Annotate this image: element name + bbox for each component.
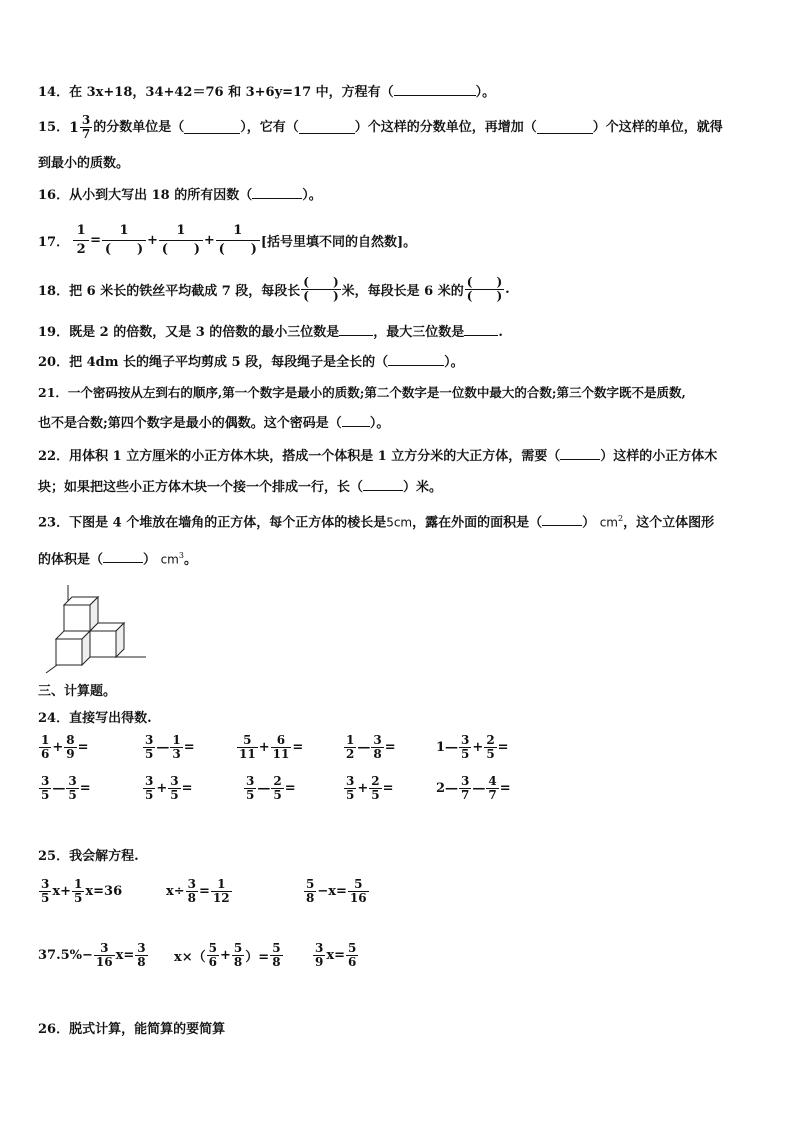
numerator: 6 <box>276 733 286 747</box>
answer-blank[interactable] <box>560 447 600 460</box>
fraction <box>459 734 471 761</box>
fraction <box>211 878 232 905</box>
fraction-blank[interactable] <box>301 276 340 303</box>
operator: = <box>292 740 304 755</box>
question-16 <box>38 186 322 205</box>
fraction <box>369 775 381 802</box>
question-18-text-1: 18．把 6 米长的铁丝平均截成 7 段，每段长 <box>38 284 301 299</box>
operator: = <box>497 740 509 755</box>
fraction <box>459 775 471 802</box>
operator: x= <box>115 948 135 963</box>
operator: x+ <box>52 884 72 899</box>
operator: = <box>181 781 193 796</box>
operator: = <box>284 781 296 796</box>
numerator: 2 <box>371 774 380 788</box>
denominator-blank[interactable]: ( ) <box>216 240 260 259</box>
answer-blank[interactable] <box>339 323 373 336</box>
equals-sign: = <box>90 233 101 248</box>
fraction <box>348 878 369 905</box>
numerator-blank[interactable]: ( ) <box>466 275 503 289</box>
answer-blank[interactable] <box>184 121 240 134</box>
expression <box>243 775 296 802</box>
numerator: 3 <box>145 774 154 788</box>
numerator: 1 <box>346 733 355 747</box>
question-25-title: 25．我会解方程. <box>38 849 139 864</box>
numerator: 3 <box>81 113 91 127</box>
denominator: 9 <box>66 747 75 761</box>
denominator: 11 <box>272 747 290 761</box>
question-20 <box>38 353 464 372</box>
fraction-blank[interactable] <box>159 222 203 259</box>
question-18-end: . <box>505 282 510 297</box>
fraction <box>232 942 244 969</box>
denominator: 6 <box>348 955 357 969</box>
numerator: 3 <box>461 733 470 747</box>
fraction <box>186 878 198 905</box>
numerator-blank[interactable]: ( ) <box>303 275 339 289</box>
fraction <box>244 775 256 802</box>
operator: + <box>472 740 484 755</box>
stacked-cubes-figure <box>38 575 148 675</box>
fraction <box>64 734 76 761</box>
operator: x÷ <box>166 884 185 899</box>
question-23-line-1 <box>38 510 714 532</box>
denominator-blank[interactable]: ( ) <box>466 289 503 303</box>
question-17-end: [括号里填不同的自然数]。 <box>260 235 417 250</box>
question-26-title: 26．脱式计算，能简算的要简算 <box>38 1022 226 1037</box>
denominator: 6 <box>208 955 218 969</box>
question-17 <box>38 222 416 259</box>
question-21-end: ）。 <box>369 416 390 431</box>
fraction <box>72 878 84 905</box>
question-19-end: . <box>498 325 503 340</box>
answer-blank[interactable] <box>342 414 370 427</box>
answer-blank[interactable] <box>299 121 355 134</box>
denominator: 5 <box>273 788 282 802</box>
fraction <box>170 734 182 761</box>
denominator: 5 <box>145 747 154 761</box>
fraction <box>80 114 92 141</box>
operator: = <box>77 740 89 755</box>
denominator-blank[interactable]: ( ) <box>159 240 203 259</box>
numerator: 1 <box>172 733 181 747</box>
numerator: 3 <box>187 877 197 891</box>
question-21-line-2 <box>38 414 389 433</box>
numerator: 1 <box>74 877 83 891</box>
fraction <box>346 942 358 969</box>
question-15-text-2: ），它有（ <box>240 119 299 135</box>
denominator: 5 <box>246 788 255 802</box>
answer-blank[interactable] <box>394 83 476 96</box>
numerator: 5 <box>243 733 252 747</box>
expression <box>436 775 511 802</box>
numerator: 5 <box>208 941 218 955</box>
numerator: 3 <box>461 774 470 788</box>
fraction <box>344 775 356 802</box>
fraction <box>371 734 383 761</box>
fraction <box>486 775 498 802</box>
denominator-blank[interactable]: ( ) <box>303 289 339 303</box>
numerator: 1 <box>233 223 243 238</box>
numerator: 5 <box>233 941 243 955</box>
fraction <box>271 734 292 761</box>
numerator: 3 <box>246 774 255 788</box>
expression <box>166 878 233 905</box>
question-20-text: 20．把 4dm 长的绳子平均剪成 5 段，每段绳子是全长的（ <box>38 355 389 370</box>
expression <box>142 734 195 761</box>
operator: x= <box>326 948 346 963</box>
fraction <box>39 775 51 802</box>
paren-close: ） <box>582 515 596 531</box>
numerator: 3 <box>373 733 382 747</box>
denominator-blank[interactable]: ( ) <box>102 240 146 259</box>
fraction <box>143 775 155 802</box>
operator: — <box>52 781 66 796</box>
denominator: 5 <box>170 788 179 802</box>
expression <box>38 878 122 905</box>
denominator: 8 <box>306 891 315 905</box>
operator: 37.5%− <box>38 948 93 963</box>
fraction <box>168 775 180 802</box>
numerator: 1 <box>41 733 50 747</box>
answer-blank[interactable] <box>363 478 403 491</box>
numerator: 8 <box>66 733 75 747</box>
operator: = <box>199 884 210 899</box>
question-number: 15． <box>38 119 70 135</box>
fraction <box>143 734 155 761</box>
operator: x=36 <box>85 884 123 899</box>
denominator: 5 <box>74 891 83 905</box>
denominator: 16 <box>95 955 113 969</box>
operator: — <box>156 740 170 755</box>
numerator: 3 <box>346 774 355 788</box>
numerator: 2 <box>486 733 495 747</box>
denominator: 5 <box>145 788 154 802</box>
fraction <box>484 734 496 761</box>
denominator: 7 <box>461 788 470 802</box>
expression <box>38 734 89 761</box>
operator: — <box>257 781 271 796</box>
operator: = <box>499 781 511 796</box>
operator: + <box>258 740 270 755</box>
denominator: 11 <box>239 747 256 761</box>
question-15 <box>38 114 723 141</box>
denominator: 5 <box>346 788 355 802</box>
question-15-text-1: 的分数单位是（ <box>93 119 185 135</box>
question-21-line-1: 21．一个密码按从左到右的顺序,第一个数字是最小的质数;第二个数字是一位数中最大的合数;第三个数字既不是质数, <box>38 385 686 400</box>
question-23-text-2: ，露在外面的面积是（ <box>412 515 543 531</box>
fraction <box>73 222 89 259</box>
fraction <box>94 942 115 969</box>
operator: = <box>384 740 396 755</box>
operator: −x= <box>317 884 347 899</box>
expression <box>343 734 396 761</box>
operator: 1— <box>436 740 459 755</box>
denominator: 6 <box>41 747 50 761</box>
denominator: 8 <box>373 747 382 761</box>
numerator: 3 <box>145 733 154 747</box>
expression <box>174 942 284 969</box>
answer-blank[interactable] <box>103 550 143 563</box>
fraction-blank[interactable] <box>465 276 504 303</box>
denominator: 3 <box>172 747 181 761</box>
superscript: 3 <box>178 551 184 560</box>
denominator: 8 <box>272 955 281 969</box>
question-22-text-1: 22．用体积 1 立方厘米的小正方体木块，搭成一个体积是 1 立方分米的大正方体，需要（ <box>38 449 561 464</box>
question-16-text: 16．从小到大写出 18 的所有因数（ <box>38 188 253 203</box>
unit-cm: cm <box>160 552 179 567</box>
section-heading: 三、计算题。 <box>38 684 117 699</box>
operator: = <box>183 740 195 755</box>
fraction <box>271 775 283 802</box>
denominator: 5 <box>68 788 77 802</box>
fraction <box>237 734 258 761</box>
question-20-end: ）。 <box>444 355 464 370</box>
operator: = <box>79 781 91 796</box>
question-22-text-2: ）这样的小正方体木 <box>600 449 718 464</box>
answer-blank[interactable] <box>464 323 498 336</box>
plus-sign: + <box>147 233 158 248</box>
question-22-text-3: 块；如果把这些小正方体木块一个接一个排成一行，长（ <box>38 480 364 495</box>
fraction-blank[interactable] <box>216 222 260 259</box>
question-22-line-2 <box>38 478 442 497</box>
operator: + <box>52 740 64 755</box>
operator: + <box>357 781 369 796</box>
question-14-end: ）。 <box>475 85 496 100</box>
denominator: 5 <box>486 747 495 761</box>
operator: 2— <box>436 781 459 796</box>
numerator: 3 <box>170 774 179 788</box>
denominator: 12 <box>212 891 230 905</box>
numerator: 1 <box>176 223 186 238</box>
numerator: 3 <box>68 774 77 788</box>
answer-blank[interactable] <box>252 186 302 199</box>
denominator: 5 <box>371 788 380 802</box>
expression <box>38 942 149 969</box>
denominator: 8 <box>233 955 243 969</box>
fraction-blank[interactable] <box>102 222 146 259</box>
numerator: 5 <box>272 941 281 955</box>
cube-front-face <box>90 631 116 657</box>
numerator: 3 <box>41 774 50 788</box>
denominator: 8 <box>137 955 146 969</box>
operator: + <box>220 948 231 963</box>
denominator: 16 <box>349 891 367 905</box>
denominator: 8 <box>187 891 197 905</box>
expression <box>236 734 303 761</box>
expression <box>38 775 91 802</box>
fraction <box>344 734 356 761</box>
question-23-text-3: ，这个立体图形 <box>623 515 715 531</box>
cube-front-face <box>64 605 90 631</box>
question-18-text-2: 米，每段长是 6 米的 <box>341 284 464 299</box>
operator: — <box>472 781 486 796</box>
question-14 <box>38 83 495 102</box>
numerator: 1 <box>119 223 129 238</box>
denominator: 7 <box>81 127 91 141</box>
question-15-text-3: ）个这样的分数单位，再增加（ <box>354 119 537 135</box>
question-14-text: 14．在 3x+18，34+42＝76 和 3+6y=17 中，方程有（ <box>38 85 394 100</box>
question-23-end: 。 <box>183 552 197 568</box>
operator: + <box>156 781 168 796</box>
numerator: 3 <box>41 877 50 891</box>
denominator: 5 <box>41 788 50 802</box>
paren-close: ） <box>143 552 157 568</box>
question-23-text-4: 的体积是（ <box>38 552 104 568</box>
question-number: 17． <box>38 235 70 250</box>
numerator: 3 <box>315 941 324 955</box>
fraction <box>39 734 51 761</box>
expression <box>142 775 193 802</box>
denominator: 2 <box>346 747 355 761</box>
fraction <box>39 878 51 905</box>
unit-cm: cm <box>599 515 618 530</box>
cube-front-face <box>56 639 82 665</box>
denominator: 5 <box>41 891 50 905</box>
question-19-text-2: ，最大三位数是 <box>373 325 465 340</box>
fraction <box>270 942 282 969</box>
expression <box>303 878 370 905</box>
fraction <box>313 942 325 969</box>
denominator: 9 <box>315 955 324 969</box>
numerator: 5 <box>354 877 363 891</box>
question-19 <box>38 323 503 342</box>
question-24-title: 24．直接写出得数. <box>38 711 152 726</box>
denominator: 5 <box>461 747 470 761</box>
question-15-line-2: 到最小的质数。 <box>38 156 130 171</box>
numerator: 5 <box>306 877 315 891</box>
question-15-text-4: ）个这样的单位，就得 <box>592 119 723 135</box>
fraction <box>135 942 147 969</box>
mixed-number-whole: 1 <box>69 119 79 136</box>
expression <box>436 734 509 761</box>
answer-blank[interactable] <box>542 513 582 526</box>
fraction <box>207 942 219 969</box>
numerator: 1 <box>217 877 226 891</box>
answer-blank[interactable] <box>388 353 444 366</box>
operator: x×（ <box>174 950 206 965</box>
numerator: 2 <box>273 774 282 788</box>
question-22-line-1 <box>38 447 717 466</box>
denominator: 7 <box>488 788 497 802</box>
question-23-line-2 <box>38 547 197 569</box>
fraction <box>66 775 78 802</box>
expression <box>312 942 359 969</box>
operator: ）= <box>245 950 270 965</box>
superscript: 2 <box>617 514 624 523</box>
numerator: 3 <box>100 941 109 955</box>
numerator: 1 <box>76 223 86 238</box>
operator: = <box>382 781 394 796</box>
question-23-text-1: 23．下图是 4 个堆放在墙角的正方体，每个正方体的棱长是 <box>38 515 387 531</box>
denominator: 2 <box>73 240 89 259</box>
expression <box>343 775 394 802</box>
question-18 <box>38 276 510 303</box>
plus-sign: + <box>203 233 215 248</box>
fraction <box>304 878 316 905</box>
question-22-end: ）米。 <box>403 480 443 495</box>
question-19-text-1: 19．既是 2 的倍数，又是 3 的倍数的最小三位数是 <box>38 325 340 340</box>
answer-blank[interactable] <box>537 121 593 134</box>
numerator: 5 <box>348 941 357 955</box>
question-21-text: 也不是合数;第四个数字是最小的偶数。这个密码是（ <box>38 416 342 431</box>
numerator: 3 <box>137 941 146 955</box>
operator: — <box>357 740 371 755</box>
edge-length: 5cm <box>386 515 413 530</box>
numerator: 4 <box>488 774 497 788</box>
question-16-end: ）。 <box>302 188 322 203</box>
